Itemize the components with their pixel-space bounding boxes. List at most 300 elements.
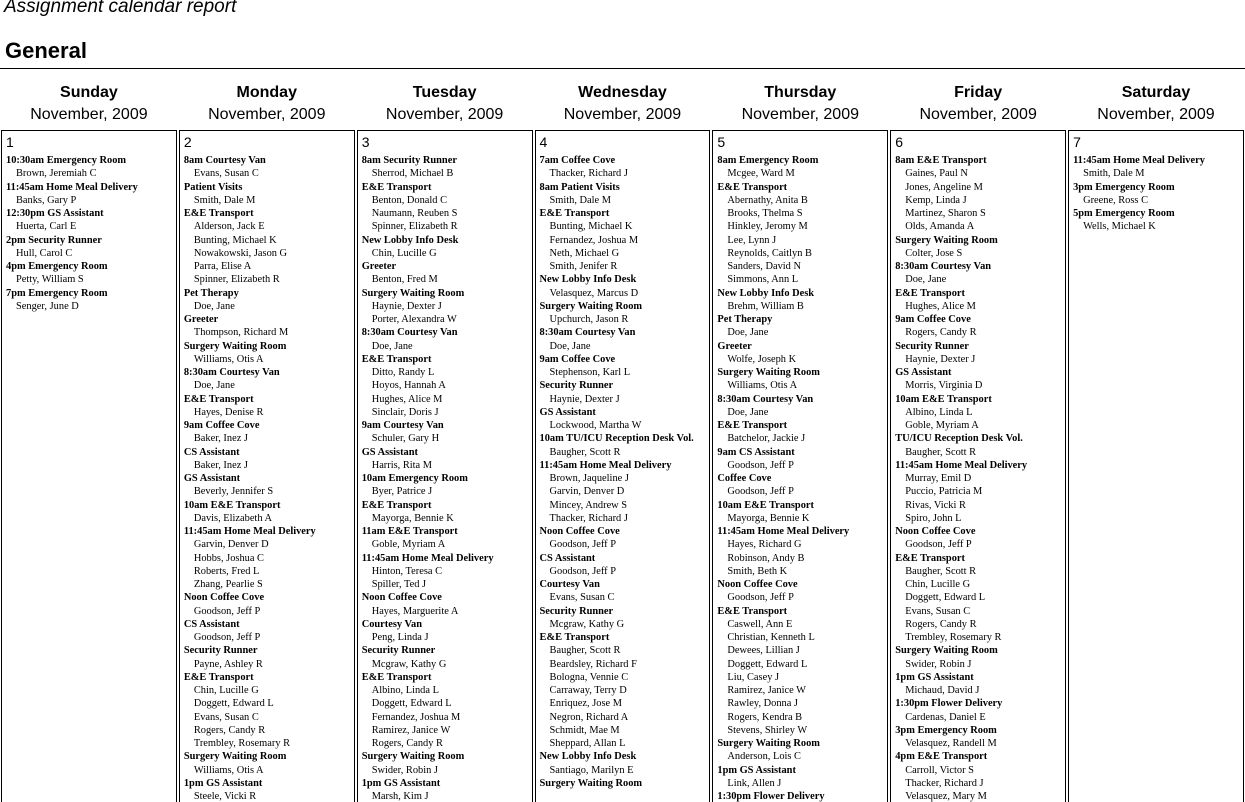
day-cell <box>1 130 177 802</box>
assignment-role: E&E Transport <box>717 605 788 617</box>
assignment-role: New Lobby Info Desk <box>539 751 637 763</box>
day-name: Sunday <box>60 84 118 101</box>
volunteer-name: Murray, Emil D <box>905 473 972 484</box>
assignment-role: 11:45am Home Meal Delivery <box>361 552 494 564</box>
assignment-role: E&E Transport <box>717 420 788 431</box>
assignment-group <box>895 724 1065 751</box>
volunteer-name: Negron, Richard A <box>549 711 629 723</box>
volunteer-name: Goodson, Jeff P <box>549 539 617 551</box>
assignment-role: 12:30pm GS Assistant <box>6 208 104 219</box>
day-header <box>534 82 712 130</box>
volunteer-name: Goodson, Jeff P <box>193 632 261 643</box>
assignment-group <box>6 234 176 261</box>
volunteer-name: Rogers, Candy R <box>905 618 977 630</box>
day-month: November, 2009 <box>741 106 859 123</box>
volunteer-name: Hinkley, Jeromy M <box>727 221 808 233</box>
day-name: Tuesday <box>412 84 477 101</box>
volunteer-name: Rivas, Vicki R <box>905 499 966 511</box>
volunteer-name: Bologna, Vennie C <box>549 671 629 683</box>
day-month: November, 2009 <box>30 106 148 123</box>
assignment-group <box>540 631 710 750</box>
day-column-wednesday <box>534 82 712 802</box>
volunteer-name: Carraway, Terry D <box>549 685 627 696</box>
assignment-group <box>540 750 710 777</box>
volunteer-name: Zhang, Pearlie S <box>193 579 263 590</box>
assignment-group <box>362 353 532 419</box>
volunteer-name: Doggett, Edward L <box>727 658 808 670</box>
assignment-role: Greeter <box>717 340 752 352</box>
volunteer-name: Morris, Virginia D <box>905 380 983 392</box>
assignment-group <box>540 300 710 327</box>
volunteer-name: Brehm, William B <box>727 300 804 312</box>
volunteer-name: Alderson, Jack E <box>193 221 265 233</box>
assignment-role: Coffee Cove <box>717 473 772 484</box>
assignment-group <box>895 459 1065 525</box>
assignment-group <box>184 644 354 671</box>
assignment-group <box>6 181 176 208</box>
assignment-group <box>184 750 354 777</box>
day-number: 2 <box>183 134 192 150</box>
assignment-role: E&E Transport <box>717 181 788 193</box>
volunteer-name: Steele, Vicki R <box>193 791 257 802</box>
volunteer-name: Payne, Ashley R <box>193 658 263 670</box>
volunteer-name: Petty, William S <box>16 274 84 286</box>
volunteer-name: Link, Allen J <box>727 777 782 789</box>
assignment-group <box>540 777 710 790</box>
volunteer-name: Greene, Ross C <box>1083 194 1148 206</box>
assignment-group <box>717 393 887 420</box>
volunteer-name: Doe, Jane <box>549 340 591 352</box>
assignment-role: 11:45am Home Meal Delivery <box>183 526 316 537</box>
volunteer-name: Olds, Amanda A <box>905 221 975 233</box>
assignment-role: 10am Emergency Room <box>361 473 468 484</box>
volunteer-name: Baugher, Scott R <box>905 446 977 458</box>
volunteer-name: Colter, Jose S <box>905 247 963 259</box>
assignment-group <box>540 326 710 353</box>
day-header <box>1067 82 1245 130</box>
assignment-group <box>1073 181 1243 208</box>
assignment-group <box>717 499 887 526</box>
assignment-role: 1pm GS Assistant <box>361 777 441 789</box>
assignment-group <box>540 552 710 579</box>
assignment-role: 8am Courtesy Van <box>183 155 266 166</box>
volunteer-name: Smith, Dale M <box>1083 168 1145 180</box>
assignment-group <box>717 472 887 499</box>
day-month: November, 2009 <box>919 106 1037 123</box>
assignment-role: Surgery Waiting Room <box>717 738 820 749</box>
assignment-role: 8:30am Courtesy Van <box>539 327 636 339</box>
volunteer-name: Wolfe, Joseph K <box>727 353 797 365</box>
volunteer-name: Hughes, Alice M <box>905 300 976 312</box>
volunteer-name: Santiago, Marilyn E <box>549 764 634 776</box>
day-header <box>356 82 534 130</box>
assignment-group <box>717 340 887 367</box>
assignment-group <box>184 207 354 287</box>
day-header <box>178 82 356 130</box>
assignment-role: 3pm Emergency Room <box>1073 181 1175 193</box>
assignment-group <box>362 525 532 552</box>
assignment-role: Surgery Waiting Room <box>717 367 820 378</box>
volunteer-name: Hughes, Alice M <box>371 393 443 405</box>
assignment-role: Surgery Waiting Room <box>183 340 287 352</box>
assignment-role: Courtesy Van <box>539 579 600 590</box>
assignment-role: Security Runner <box>539 380 614 392</box>
assignment-group <box>717 525 887 578</box>
volunteer-name: Thacker, Richard J <box>549 512 628 524</box>
section-title: General <box>5 38 87 63</box>
volunteer-name: Mincey, Andrew S <box>549 499 628 511</box>
assignment-group <box>540 459 710 525</box>
volunteer-name: Albino, Linda L <box>371 685 439 696</box>
assignment-role: E&E Transport <box>361 353 432 365</box>
volunteer-name: Ramirez, Janice W <box>727 685 806 696</box>
day-month: November, 2009 <box>1097 106 1215 123</box>
assignment-role: 9am Coffee Cove <box>539 353 616 365</box>
day-number: 6 <box>895 134 904 150</box>
volunteer-name: Doe, Jane <box>727 327 769 339</box>
assignment-role: E&E Transport <box>361 181 432 193</box>
assignment-group <box>184 446 354 473</box>
volunteer-name: Simmons, Ann L <box>727 274 799 286</box>
assignment-group <box>184 671 354 751</box>
assignment-group <box>184 525 354 591</box>
assignment-role: E&E Transport <box>539 632 610 643</box>
assignment-role: E&E Transport <box>895 287 965 299</box>
volunteer-name: Benton, Fred M <box>371 274 438 286</box>
assignment-group <box>362 644 532 671</box>
volunteer-name: Robinson, Andy B <box>727 552 805 564</box>
assignment-group <box>717 764 887 791</box>
volunteer-name: Thacker, Richard J <box>905 777 984 789</box>
assignment-group <box>895 313 1065 340</box>
assignment-group <box>540 207 710 273</box>
assignment-role: Surgery Waiting Room <box>361 287 465 299</box>
assignment-group <box>184 591 354 618</box>
volunteer-name: Stevens, Shirley W <box>727 724 808 736</box>
assignment-role: Noon Coffee Cove <box>539 526 620 537</box>
assignment-role: 8:30am Courtesy Van <box>717 393 814 405</box>
volunteer-name: Naumann, Reuben S <box>371 208 458 219</box>
assignment-role: Patient Visits <box>183 181 243 193</box>
day-name: Saturday <box>1121 84 1191 101</box>
volunteer-name: Carroll, Victor S <box>905 764 974 776</box>
assignment-group <box>362 618 532 645</box>
volunteer-name: Anderson, Lois C <box>727 751 801 763</box>
volunteer-name: Thompson, Richard M <box>193 327 289 339</box>
assignment-group <box>362 552 532 592</box>
volunteer-name: Baker, Inez J <box>193 459 248 471</box>
day-cell <box>890 130 1066 802</box>
volunteer-name: Chin, Lucille G <box>371 247 437 259</box>
volunteer-name: Albino, Linda L <box>905 406 973 418</box>
volunteer-name: Mcgraw, Kathy G <box>549 618 625 630</box>
volunteer-name: Brooks, Thelma S <box>727 208 803 219</box>
assignment-group <box>895 552 1065 645</box>
day-header <box>889 82 1067 130</box>
volunteer-name: Hoyos, Hannah A <box>371 380 446 392</box>
volunteer-name: Goodson, Jeff P <box>549 565 617 577</box>
assignment-group <box>6 154 176 181</box>
volunteer-name: Neth, Michael G <box>549 247 620 259</box>
assignment-group <box>6 287 176 314</box>
assignment-group <box>895 671 1065 698</box>
volunteer-name: Roberts, Fred L <box>193 565 260 577</box>
assignment-group <box>895 260 1065 287</box>
volunteer-name: Swider, Robin J <box>371 764 438 776</box>
volunteer-name: Rogers, Kendra B <box>727 711 803 723</box>
volunteer-name: Mcgraw, Kathy G <box>371 658 447 670</box>
assignment-role: New Lobby Info Desk <box>539 274 637 286</box>
assignment-role: E&E Transport <box>895 552 965 564</box>
assignment-role: 10:30am Emergency Room <box>6 155 127 166</box>
assignment-role: 11:45am Home Meal Delivery <box>895 459 1028 471</box>
assignment-group <box>184 313 354 340</box>
assignment-group <box>362 777 532 802</box>
assignment-role: 8:30am Courtesy Van <box>183 367 280 378</box>
assignment-role: Security Runner <box>895 340 969 352</box>
volunteer-name: Schuler, Gary H <box>371 433 440 445</box>
assignment-group <box>184 181 354 208</box>
volunteer-name: Doe, Jane <box>193 380 235 392</box>
day-column-monday <box>178 82 356 802</box>
assignment-role: 1pm GS Assistant <box>895 671 974 683</box>
assignment-group <box>895 432 1065 459</box>
volunteer-name: Chin, Lucille G <box>193 685 259 696</box>
assignment-group <box>895 234 1065 261</box>
day-name: Friday <box>954 84 1003 101</box>
assignment-role: GS Assistant <box>183 473 241 484</box>
volunteer-name: Velasquez, Mary M <box>905 791 987 802</box>
volunteer-name: Swider, Robin J <box>905 658 972 670</box>
volunteer-name: Goodson, Jeff P <box>905 539 972 551</box>
assignment-role: GS Assistant <box>539 406 596 418</box>
assignment-group <box>895 750 1065 802</box>
volunteer-name: Baugher, Scott R <box>905 565 977 577</box>
assignment-role: Surgery Waiting Room <box>539 300 643 312</box>
assignment-group <box>184 393 354 420</box>
day-column-sunday <box>0 82 178 802</box>
assignment-role: 11:45am Home Meal Delivery <box>1073 155 1205 166</box>
day-number: 1 <box>6 134 14 150</box>
volunteer-name: Goodson, Jeff P <box>193 605 261 617</box>
assignment-role: Surgery Waiting Room <box>539 777 643 789</box>
assignment-role: Noon Coffee Cove <box>361 592 442 604</box>
assignment-group <box>895 366 1065 393</box>
assignment-group <box>717 154 887 181</box>
assignment-role: 9am Courtesy Van <box>361 420 444 431</box>
volunteer-name: Sanders, David N <box>727 261 801 272</box>
volunteer-name: Haynie, Dexter J <box>371 300 442 312</box>
volunteer-name: Trembley, Rosemary R <box>905 632 1002 643</box>
volunteer-name: Doggett, Edward L <box>193 698 274 710</box>
assignment-group <box>362 472 532 499</box>
volunteer-name: Fernandez, Joshua M <box>549 234 639 246</box>
volunteer-name: Goodson, Jeff P <box>727 486 794 498</box>
assignment-role: Noon Coffee Cove <box>183 592 265 604</box>
volunteer-name: Doggett, Edward L <box>371 698 452 710</box>
assignment-role: Surgery Waiting Room <box>895 234 998 246</box>
volunteer-name: Cardenas, Daniel E <box>905 711 986 723</box>
assignment-group <box>540 578 710 605</box>
volunteer-name: Garvin, Denver D <box>549 486 625 498</box>
day-name: Wednesday <box>578 84 667 101</box>
day-cell <box>1068 130 1244 802</box>
volunteer-name: Haynie, Dexter J <box>549 393 620 405</box>
volunteer-name: Enriquez, Jose M <box>549 698 622 710</box>
volunteer-name: Harris, Rita M <box>371 459 433 471</box>
day-cell <box>179 130 355 802</box>
assignment-group <box>6 207 176 234</box>
assignment-group <box>184 154 354 181</box>
volunteer-name: Spinner, Elizabeth R <box>371 221 458 233</box>
volunteer-name: Rawley, Donna J <box>727 698 798 710</box>
volunteer-name: Smith, Jenifer R <box>549 261 618 272</box>
volunteer-name: Goble, Myriam A <box>371 539 446 551</box>
assignment-group <box>184 366 354 393</box>
volunteer-name: Parra, Elise A <box>193 261 252 272</box>
volunteer-name: Evans, Susan C <box>549 592 615 604</box>
volunteer-name: Garvin, Denver D <box>193 539 269 551</box>
assignment-role: GS Assistant <box>361 446 418 458</box>
assignment-group <box>362 446 532 473</box>
assignment-role: 4pm E&E Transport <box>895 751 988 763</box>
assignment-role: E&E Transport <box>183 671 254 683</box>
assignment-group <box>717 737 887 764</box>
volunteer-name: Goble, Myriam A <box>905 420 979 431</box>
assignment-role: 8:30am Courtesy Van <box>361 327 458 339</box>
volunteer-name: Williams, Otis A <box>727 380 798 392</box>
volunteer-name: Spinner, Elizabeth R <box>193 274 280 286</box>
assignment-group <box>717 366 887 393</box>
assignment-group <box>184 287 354 314</box>
assignment-role: 10am E&E Transport <box>895 393 992 405</box>
volunteer-name: Ditto, Randy L <box>371 367 435 378</box>
volunteer-name: Williams, Otis A <box>193 764 264 776</box>
assignment-role: New Lobby Info Desk <box>361 234 459 246</box>
assignment-group <box>362 326 532 353</box>
volunteer-name: Huerta, Carl E <box>16 221 77 233</box>
assignment-role: 1pm GS Assistant <box>183 777 263 789</box>
volunteer-name: Gaines, Paul N <box>905 168 968 180</box>
volunteer-name: Mcgee, Ward M <box>727 168 795 180</box>
volunteer-name: Mayorga, Bennie K <box>727 512 810 524</box>
day-name: Monday <box>236 84 297 101</box>
day-cell <box>357 130 533 802</box>
assignment-group <box>717 605 887 738</box>
volunteer-name: Beardsley, Richard F <box>549 658 637 670</box>
volunteer-name: Davis, Elizabeth A <box>193 512 273 524</box>
volunteer-name: Ramirez, Janice W <box>371 724 451 736</box>
day-column-friday <box>889 82 1067 802</box>
day-header <box>711 82 889 130</box>
day-cell <box>712 130 888 802</box>
volunteer-name: Hull, Carol C <box>16 247 73 259</box>
volunteer-name: Caswell, Ann E <box>727 618 793 630</box>
volunteer-name: Doe, Jane <box>727 406 769 418</box>
volunteer-name: Upchurch, Jason R <box>549 314 629 325</box>
assignment-group <box>717 287 887 314</box>
volunteer-name: Kemp, Linda J <box>905 194 967 206</box>
assignment-group <box>362 499 532 526</box>
volunteer-name: Christian, Kenneth L <box>727 632 815 643</box>
assignment-role: 8am Security Runner <box>361 155 457 166</box>
assignment-group <box>540 353 710 380</box>
volunteer-name: Lockwood, Martha W <box>549 420 642 431</box>
volunteer-name: Schmidt, Mae M <box>549 724 620 736</box>
volunteer-name: Haynie, Dexter J <box>905 353 976 365</box>
assignment-group <box>362 154 532 181</box>
volunteer-name: Nowakowski, Jason G <box>193 247 288 259</box>
volunteer-name: Goodson, Jeff P <box>727 459 794 471</box>
assignment-role: 8am E&E Transport <box>895 155 987 166</box>
assignment-group <box>717 313 887 340</box>
volunteer-name: Hinton, Teresa C <box>371 565 443 577</box>
assignment-group <box>540 406 710 433</box>
assignment-role: 1:30pm Flower Delivery <box>895 698 1003 710</box>
assignment-role: Courtesy Van <box>361 618 423 630</box>
assignment-role: Noon Coffee Cove <box>717 579 798 590</box>
volunteer-name: Trembley, Rosemary R <box>193 738 291 749</box>
assignment-role: E&E Transport <box>183 208 254 219</box>
volunteer-name: Benton, Donald C <box>371 194 448 206</box>
assignment-role: 11am E&E Transport <box>361 526 458 537</box>
assignment-role: Greeter <box>183 314 219 325</box>
day-month: November, 2009 <box>385 106 504 123</box>
assignment-role: 8:30am Courtesy Van <box>895 261 992 272</box>
volunteer-name: Goodson, Jeff P <box>727 592 794 604</box>
assignment-group <box>362 750 532 777</box>
assignment-role: E&E Transport <box>183 393 254 405</box>
volunteer-name: Hayes, Richard G <box>727 539 802 551</box>
day-cell <box>535 130 711 802</box>
assignment-group <box>184 419 354 446</box>
assignment-group <box>6 260 176 287</box>
assignment-group <box>895 697 1065 724</box>
assignment-group <box>184 618 354 645</box>
assignment-group <box>895 525 1065 552</box>
volunteer-name: Doe, Jane <box>905 274 947 286</box>
assignment-role: TU/ICU Reception Desk Vol. <box>895 433 1023 445</box>
assignment-role: 8am Emergency Room <box>717 155 819 166</box>
assignment-role: Security Runner <box>539 605 614 617</box>
volunteer-name: Brown, Jeremiah C <box>16 168 97 180</box>
assignment-role: 8am Patient Visits <box>539 181 620 193</box>
volunteer-name: Martinez, Sharon S <box>905 208 986 219</box>
assignment-role: 10am E&E Transport <box>717 499 814 511</box>
assignment-group <box>540 154 710 181</box>
assignment-group <box>540 525 710 552</box>
volunteer-name: Banks, Gary P <box>16 194 77 206</box>
volunteer-name: Smith, Beth K <box>727 565 788 577</box>
volunteer-name: Spiro, John L <box>905 512 962 524</box>
volunteer-name: Chin, Lucille G <box>905 579 971 590</box>
assignment-group <box>717 419 887 446</box>
assignment-role: New Lobby Info Desk <box>717 287 815 299</box>
assignment-role: 4pm Emergency Room <box>6 261 108 272</box>
volunteer-name: Evans, Susan C <box>193 168 259 180</box>
volunteer-name: Stephenson, Karl L <box>549 367 631 378</box>
volunteer-name: Williams, Otis A <box>193 353 264 365</box>
volunteer-name: Lee, Lynn J <box>727 234 777 246</box>
volunteer-name: Liu, Casey J <box>727 671 780 683</box>
assignment-group <box>717 446 887 473</box>
volunteer-name: Baugher, Scott R <box>549 645 621 657</box>
volunteer-name: Senger, June D <box>16 300 79 312</box>
volunteer-name: Byer, Patrice J <box>371 486 433 498</box>
assignment-role: 2pm Security Runner <box>6 234 102 246</box>
assignment-group <box>540 273 710 300</box>
volunteer-name: Beverly, Jennifer S <box>193 486 274 498</box>
